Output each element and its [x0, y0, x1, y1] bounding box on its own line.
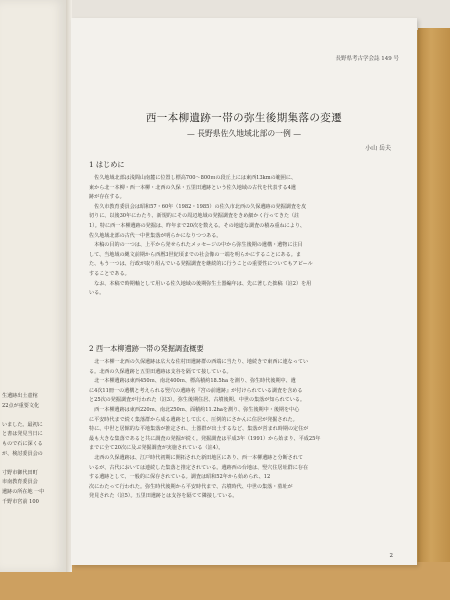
body-text-line: 発見された（註5）。五里田遺跡とは支谷を隔てて隣接している。: [89, 493, 238, 500]
left-page-line: 生遺跡出土壺棺: [2, 393, 38, 399]
section-heading-intro: 1 はじめに: [89, 160, 125, 169]
body-text-line: なお、本稿で時期軸として用いる佐久地域の後期弥生土器編年は、先に著した拙稿（註2）を用: [89, 280, 312, 287]
body-text-line: 最も大きな集落であると共に調査の発掘が続く。発掘調査は平成3年（1991）から始まり、平成25年: [89, 435, 321, 442]
body-text-line: 佐久地域北部は浅間山南麓に位置し標高700〜800ｍの段丘上には東西13kmの範囲に、: [89, 175, 297, 181]
body-text-line: する遺跡として、一般的に保存されている。調査は昭和52年から始められ、12: [89, 474, 271, 481]
article-subtitle: — 長野県佐久地域北部の一例 —: [186, 129, 302, 138]
body-text-line: と25次の発掘調査が行われた（註3）。弥生後期住居、古墳後期、中世の集落が知られている。: [89, 397, 306, 404]
body-text-line: 切りに、以後30年にわたり、新規的にその周辺地域の発掘調査をきめ細かく行ってきた（註: [89, 213, 300, 220]
left-page-line: もので石に深くる: [2, 440, 43, 447]
left-page-text: [2, 392, 64, 507]
journal-header: 長野県考古学会誌 149 号: [335, 56, 399, 62]
body-text-line: 佐久地域北部の古代一中世集落が明らかになりつつある。: [89, 232, 222, 239]
left-page-line: が、検討委員会の: [2, 450, 43, 457]
page-number: 2: [389, 553, 393, 559]
body-text-line: 特に、中世と居館的な平地集落が推定され、土器群が出土するなど、集落が営まれ時期の定住が: [89, 426, 309, 433]
author-name: 小山 岳夫: [365, 145, 391, 152]
body-text-line: 本稿の目的の一つは、上平から発せられたメッセージの中から弥生後期の遺構・遺物に注目: [89, 242, 303, 249]
body-text-line: 北一本柳遺跡は東西450ｍ、南北400ｍ、標高積約18.5ha を測り、弥生時代後期中、遺: [89, 378, 296, 385]
body-text-line: に平安時代まで続く集落群から成る遺跡として広く、圧倒的にさかんに住居が発掘された。: [89, 416, 298, 423]
body-text-line: することである。: [89, 270, 130, 277]
body-text-line: 東から北一本柳・西一本柳・北西の久保・五里田遺跡という佐久地域の古代を代表する4遺: [89, 184, 296, 191]
left-page-line: [2, 411, 64, 421]
section-heading-survey: 2 西一本柳遺跡一帯の発掘調査概要: [89, 344, 204, 353]
body-text-line: に4次11冊一の遺構と考えられる竪穴の遺跡名『宮の前遺跡』が付けられている調査を含める: [89, 387, 303, 394]
right-page: [71, 18, 417, 565]
section-body-intro: [89, 174, 403, 299]
body-text-line: 西一本柳遺跡は東西220ｍ、南北250ｍ、面積約11.2haを測り、弥生後期中・後期を中心: [89, 406, 300, 413]
body-text-line: 跡が存在する。: [89, 194, 125, 201]
left-page-line: 22点が重要文化: [2, 402, 40, 409]
left-page-line: と書は発見当日に: [2, 431, 43, 438]
body-text-line: た、もう一つは、行政が取り組んでいる発掘調査を継続的に行うことの重要性についてもアピール: [89, 261, 313, 268]
left-page-line: 市南教育委員会: [2, 479, 38, 486]
body-text-line: る。北西の久保遺跡と五里田遺跡は支谷を隔てて接している。: [89, 368, 232, 375]
body-text-line: いるが、古代においては連続した集落と推定されている。遺跡西の台地は、竪穴住居址群に存在: [89, 464, 309, 471]
body-text-line: 北一本柳一北西の久保遺跡は広大な佐村田遺跡群の西端に当たり、地続きで東西に連なってい: [89, 359, 309, 365]
wood-surface: [418, 28, 450, 600]
article-title: 西一本柳遺跡一帯の弥生後期集落の変遷: [145, 112, 343, 124]
body-text-line: して、当地域の縄文前期から西暦3世紀頃までの社会像の一端を明らかにすることにある。ま: [89, 251, 301, 258]
body-text-line: 次にわたって行われた。弥生時代後期から平安時代まで、古墳時代、中世の集落・墓址が: [89, 483, 293, 490]
left-page-line: 寸野市御代田町: [2, 469, 38, 476]
left-page: [0, 0, 67, 572]
section-body-survey: [89, 358, 403, 502]
left-page-line: いました。最初に: [2, 421, 43, 428]
left-page-line: 千野市宮前 100: [2, 498, 39, 505]
body-text-line: 佐久市教育委員会は昭和57・60年（1982・1985）の佐久市北西の久保遺跡の発掘調査を皮: [89, 203, 307, 210]
left-page-line: 遺跡の所在地 一中: [2, 488, 45, 495]
body-text-line: までに全て20次に及ぶ発掘調査が実施されている（註4）。: [89, 445, 224, 452]
body-text-line: 1）。特に西一本柳遺跡の発掘は、昨年まで20次を数える。その地道な調査の積み重ねにより、: [89, 222, 306, 229]
left-page-line: [2, 459, 64, 469]
body-text-line: 北西の久保遺跡は、江戸時代初期に開拓された新田地区にあり、西一本柳遺跡と分断されて: [89, 454, 303, 461]
body-text-line: いる。: [89, 290, 105, 297]
